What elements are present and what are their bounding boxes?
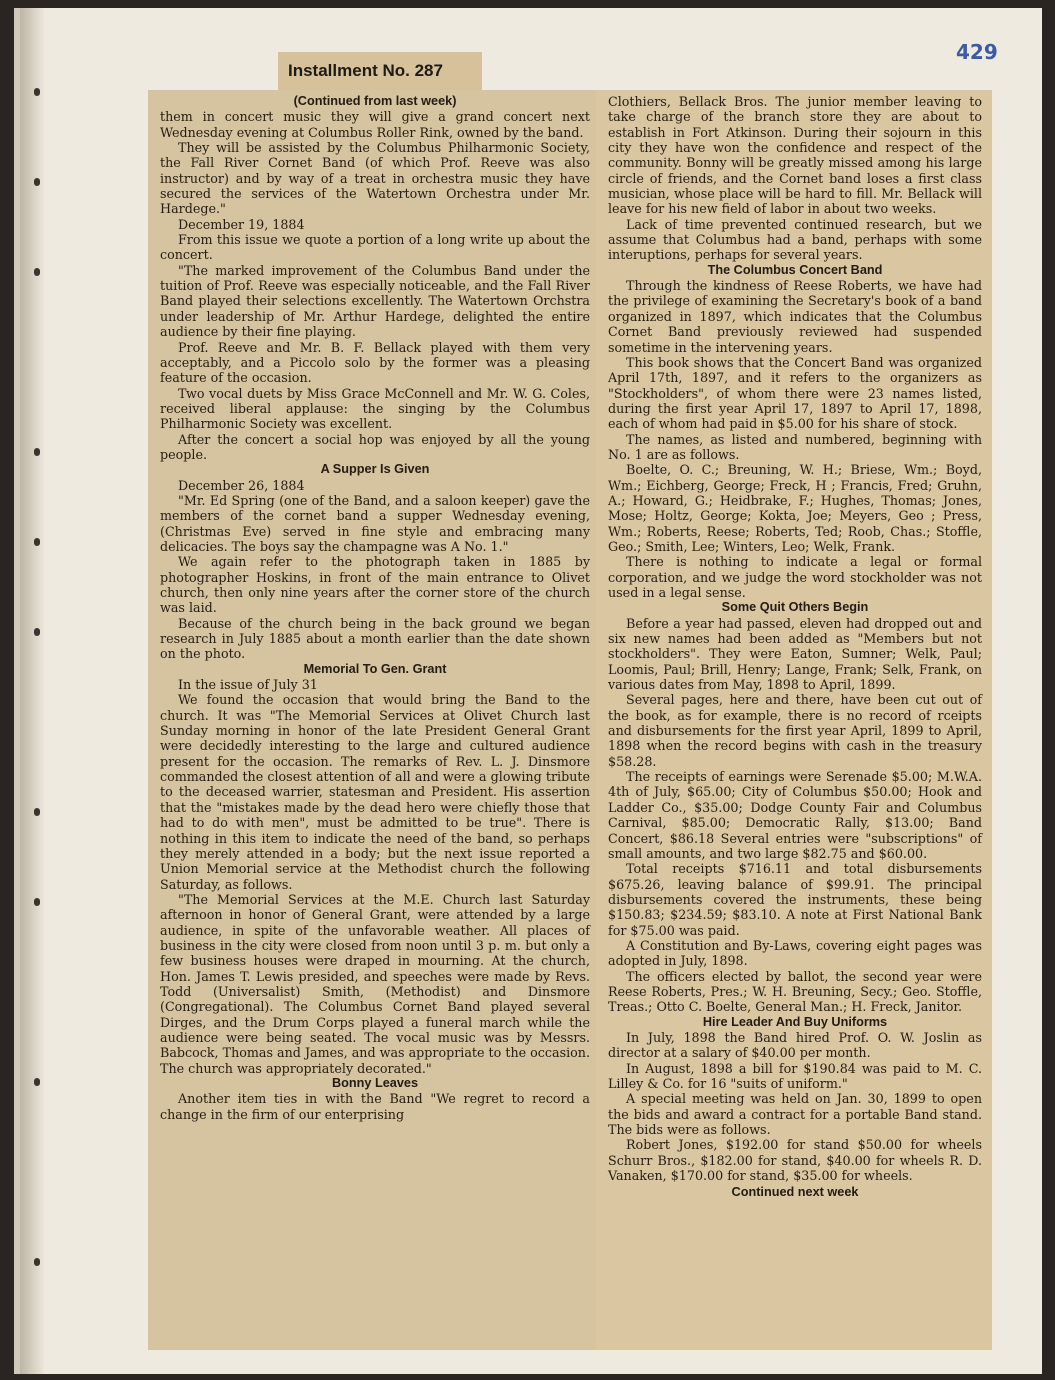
section-heading: Memorial To Gen. Grant bbox=[303, 661, 447, 676]
section-heading: Hire Leader And Buy Uniforms bbox=[702, 1014, 888, 1029]
paragraph: Clothiers, Bellack Bros. The junior member leaving to take charge of the branch store they are about to establish in Fort Atkinson. During their sojourn in this city they have won the confidence and respect of the community. Bonny will be greatly missed among his large circle of friends, and the Cornet band loses a first class musician, whose place will be hard to fill. Mr. Bellack will leave for his new field of labor in about two weeks. bbox=[608, 94, 982, 217]
paragraph: The officers elected by ballot, the second year were Reese Roberts, Pres.; W. H. Breuning, Secy.; Geo. Stoffle, Treas.; Otto C. Boelte, General Man.; H. Freck, Janitor. bbox=[608, 968, 982, 1015]
paragraph: We again refer to the photograph taken in 1885 by photographer Hoskins, in front of the main entrance to Olivet church, then only nine years after the corner store of the church was laid. bbox=[160, 554, 590, 616]
binding-hole bbox=[34, 808, 40, 816]
paragraph: Through the kindness of Reese Roberts, we have had the privilege of examining the Secretary's book of a band organized in 1897, which indicates that the Columbus Cornet Band previously reviewed had suspended sometime in the intervening years. bbox=[608, 278, 982, 355]
paragraph: "The marked improvement of the Columbus Band under the tuition of Prof. Reeve was especially noticeable, and the Fall River Band played their selections excellently. The Watertown Orchstra under leadership of Mr. Arthur Hardege, delighted the entire audience by their fine playing. bbox=[160, 262, 590, 340]
paragraph: them in concert music they will give a grand concert next Wednesday evening at Columbus Roller Rink, owned by the band. bbox=[160, 109, 590, 140]
paragraph: Prof. Reeve and Mr. B. F. Bellack played with them very acceptably, and a Piccolo solo by the former was a pleasing feature of the occasion. bbox=[160, 339, 590, 386]
handwritten-page-number: 429 bbox=[956, 40, 998, 64]
paragraph: A special meeting was held on Jan. 30, 1899 to open the bids and award a contract for a portable Band stand. The bids were as follows. bbox=[608, 1091, 982, 1138]
binding-hole bbox=[34, 1258, 40, 1266]
paragraph: Robert Jones, $192.00 for stand $50.00 for wheels Schurr Bros., $182.00 for stand, $40.00 for wheels R. D. Vanaken, $170.00 for stand, $35.00 for wheels. bbox=[608, 1137, 982, 1184]
clipping-left-column bbox=[148, 90, 600, 1350]
paragraph: Several pages, here and there, have been cut out of the book, as for example, there is no record of rceipts and disbursements for the first year April, 1899 to April, 1898 when the record begins with cash in the treasury $58.28. bbox=[608, 692, 982, 769]
paragraph: "The Memorial Services at the M.E. Church last Saturday afternoon in honor of General Grant, were attended by a large audience, in spite of the unfavorable weather. All places of business in the city were closed from noon until 3 p. m. but only a few business houses were draped in mourning. At the church, Hon. James T. Lewis presided, and speeches were made by Revs. Todd (Universalist) Smith, (Methodist) and Dinsmore (Congregational). The Columbus Cornet Band played several Dirges, and the Drum Corps played a funeral march while the audience were being seated. The vocal music was by Messrs. Babcock, Thomas and James, and was appropriate to the occasion. The church was appropriately decorated." bbox=[160, 891, 590, 1076]
paragraph: Lack of time prevented continued research, but we assume that Columbus had a band, perhaps with some interuptions, perhaps for several years. bbox=[608, 216, 982, 263]
section-heading: Some Quit Others Begin bbox=[721, 600, 869, 615]
paragraph: In August, 1898 a bill for $190.84 was paid to M. C. Lilley & Co. for 16 "suits of uniform." bbox=[608, 1060, 982, 1091]
paragraph: Before a year had passed, eleven had dropped out and six new names had been added as "Members but not stockholders". They were Eaton, Sumner; Welk, Paul; Loomis, Paul; Brill, Henry; Lange, Frank; Selk, Frank, on various dates from May, 1898 to April, 1899. bbox=[608, 615, 982, 693]
paragraph: This book shows that the Concert Band was organized April 17th, 1897, and it refers to the organizers as "Stockholders", of whom there were 23 names listed, during the first year April 17, 1897 to April 17, 1898, each of whom had paid in $5.00 for his share of stock. bbox=[608, 354, 982, 432]
paragraph: We found the occasion that would bring the Band to the church. It was "The Memorial Services at Olivet Church last Sunday morning in honor of the late President General Grant were decidedly interesting to the large and cultured audience present for the occasion. The remarks of Rev. L. J. Dinsmore commanded the closest attention of all and were a glowing tribute to the deceased warrier, statesman and President. His assertion that the "mistakes made by the dead hero were chiefly those that had to do with men", must be admitted to be true". There is nothing in this item to indicate the need of the band, so perhaps they merely attended in a body; but the next issue reported a Union Memorial service at the Methodist church the following Saturday, as follows. bbox=[160, 692, 590, 892]
section-heading: The Columbus Concert Band bbox=[707, 262, 883, 277]
continued-from-label: (Continued from last week) bbox=[293, 94, 457, 108]
paragraph: Total receipts $716.11 and total disbursements $675.26, leaving balance of $99.91. The principal disbursements covered the instruments, these being $150.83; $234.59; $83.10. A note at First National Bank for $75.00 was paid. bbox=[608, 861, 982, 938]
binding-hole bbox=[34, 538, 40, 546]
paragraph: The names, as listed and numbered, beginning with No. 1 are as follows. bbox=[608, 431, 982, 462]
binding-hole bbox=[34, 448, 40, 456]
installment-header: Installment No. 287 bbox=[278, 52, 482, 90]
binding-hole bbox=[34, 268, 40, 276]
paragraph: They will be assisted by the Columbus Philharmonic Society, the Fall River Cornet Band (of which Prof. Reeve was also instructor) and by way of a treat in orchestra music they have secured the services of the Watertown Orchestra under Mr. Hardege." bbox=[160, 140, 590, 217]
paragraph: Boelte, O. C.; Breuning, W. H.; Briese, Wm.; Boyd, Wm.; Eichberg, George; Freck, H ; Francis, Fred; Gruhn, A.; Howard, G.; Heidbrake, F.; Hughes, Thomas; Jones, Mose; Holtz, George; Kokta, Joe; Meyers, Geo ; Press, Wm.; Roberts, Reese; Roberts, Ted; Roob, Chas.; Stoffle, Geo.; Smith, Lee; Winters, Leo; Welk, Frank. bbox=[608, 462, 982, 554]
paragraph: After the concert a social hop was enjoyed by all the young people. bbox=[160, 431, 590, 462]
binding-hole bbox=[34, 88, 40, 96]
paragraph: In July, 1898 the Band hired Prof. O. W. Joslin as director at a salary of $40.00 per month. bbox=[608, 1029, 982, 1061]
binding-hole bbox=[34, 178, 40, 186]
paragraph: A Constitution and By-Laws, covering eight pages was adopted in July, 1898. bbox=[608, 937, 982, 969]
page-binding bbox=[20, 8, 44, 1374]
paragraph: "Mr. Ed Spring (one of the Band, and a saloon keeper) gave the members of the cornet band a supper Wednesday evening, (Christmas Eve) served in fine style and embracing many delicacies. The boys say the champagne was A No. 1." bbox=[160, 492, 590, 554]
paragraph: Two vocal duets by Miss Grace McConnell and Mr. W. G. Coles, received liberal applause: the singing by the Columbus Philharmonic Society was excellent. bbox=[160, 385, 590, 432]
paragraph: December 26, 1884 bbox=[178, 477, 305, 493]
paragraph: Another item ties in with the Band "We regret to record a change in the firm of our enterprising bbox=[160, 1091, 590, 1122]
binding-hole bbox=[34, 1078, 40, 1086]
section-heading: Bonny Leaves bbox=[331, 1076, 419, 1090]
continued-next-label: Continued next week bbox=[731, 1185, 859, 1200]
paragraph: There is nothing to indicate a legal or formal corporation, and we judge the word stockholder was not used in a legal sense. bbox=[608, 554, 982, 600]
paragraph: December 19, 1884 bbox=[178, 216, 305, 232]
paragraph: Because of the church being in the back ground we began research in July 1885 about a month earlier than the date shown on the photo. bbox=[160, 615, 590, 662]
binding-hole bbox=[34, 898, 40, 906]
paragraph: In the issue of July 31 bbox=[178, 677, 318, 693]
section-heading: A Supper Is Given bbox=[320, 462, 430, 477]
binding-hole bbox=[34, 628, 40, 636]
paragraph: The receipts of earnings were Serenade $5.00; M.W.A. 4th of July, $65.00; City of Columbus $50.00; Hook and Ladder Co., $35.00; Dodge County Fair and Columbus Carnival, $85.00; Democratic Rally, $13.00; Band Concert, $86.18 Several entries were "subscriptions" of small amounts, and two large $82.75 and $60.00. bbox=[608, 769, 982, 861]
paragraph: From this issue we quote a portion of a long write up about the concert. bbox=[160, 232, 590, 263]
clipping-right-column bbox=[596, 90, 992, 1350]
